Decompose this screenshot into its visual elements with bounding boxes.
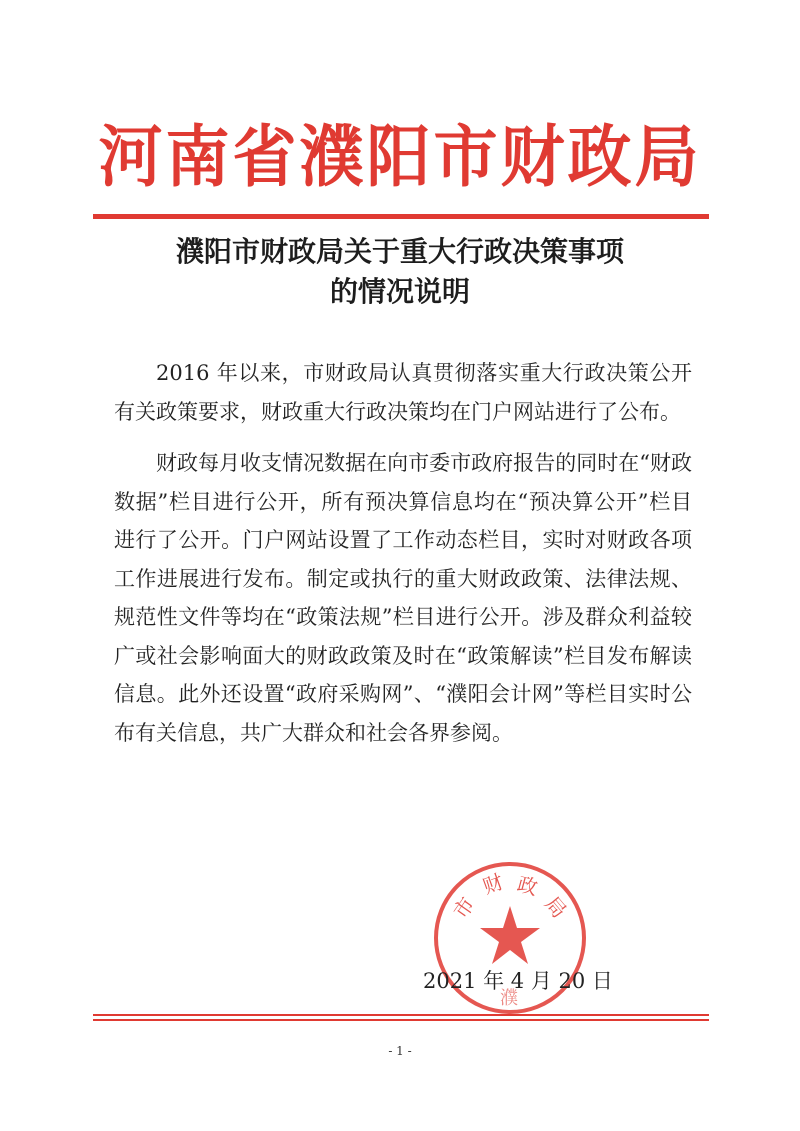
- page-number: - 1 -: [388, 1044, 412, 1058]
- body-paragraph-1: 2016 年以来，市财政局认真贯彻落实重大行政决策公开有关政策要求，财政重大行政决策均在门户网站进行了公布。: [114, 361, 692, 424]
- agency-header-title: 河南省濮阳市财政局: [98, 119, 702, 197]
- document-title-line-1: 濮阳市财政局关于重大行政决策事项: [175, 235, 624, 268]
- document-date: 2021 年 4 月 20 日: [423, 969, 613, 993]
- footer-red-rule-upper: [93, 1014, 709, 1016]
- header-red-rule: [93, 214, 709, 219]
- document-title: [0, 232, 800, 312]
- footer-red-rule-lower: [93, 1019, 709, 1021]
- body-paragraph-2: 财政每月收支情况数据在向市委市政府报告的同时在“财政数据”栏目进行公开，所有预决算信息均在“预决算公开”栏目进行了公开。门户网站设置了工作动态栏目，实时对财政各项工作进展进行发布。制定或执行的重大财政政策、法律法规、规范性文件等均在“政策法规”栏目进行公开。涉及群众利益较广或社会影响面大的财政政策及时在“政策解读”栏目发布解读信息。此外还设置“政府采购网”、“濮阳会计网”等栏目实时公布有关信息，共广大群众和社会各界参阅。: [114, 451, 692, 745]
- document-body: [114, 354, 692, 765]
- seal-char-1: 市: [448, 892, 480, 923]
- seal-star-icon: [480, 906, 540, 964]
- seal-bottom-char: 濮: [500, 988, 518, 1009]
- seal-char-4: 局: [540, 891, 572, 923]
- seal-char-2: 财: [479, 869, 507, 899]
- seal-char-3: 政: [514, 871, 541, 901]
- document-title-line-2: 的情况说明: [329, 275, 470, 308]
